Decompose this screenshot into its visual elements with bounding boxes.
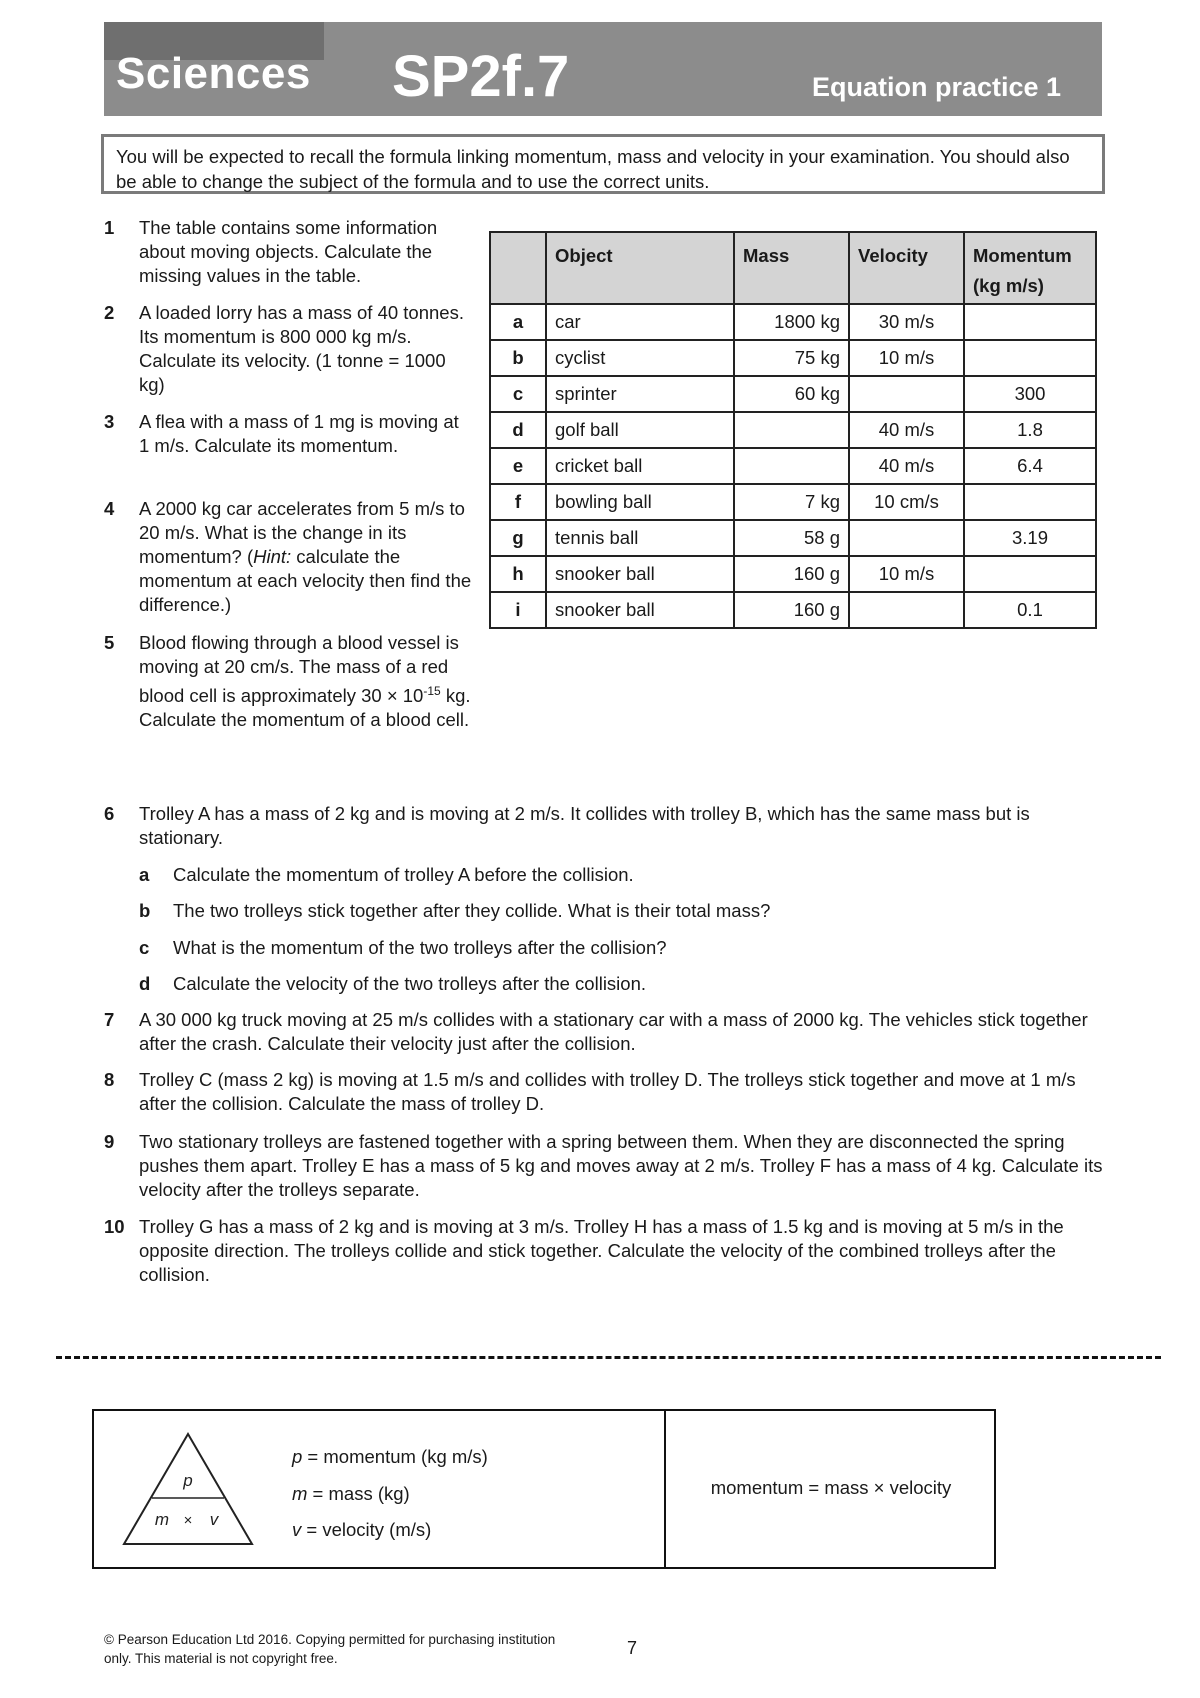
part-letter: a	[139, 864, 150, 885]
table-row	[490, 412, 1096, 448]
part-text: Calculate the momentum of trolley A before the collision.	[173, 864, 634, 885]
question-6b	[139, 899, 1099, 923]
question-9	[104, 1130, 1104, 1202]
formula-key-velocity: v = velocity (m/s)	[292, 1519, 432, 1540]
velocity-cell	[849, 520, 964, 556]
row-label: d	[490, 412, 546, 448]
part-text: The two trolleys stick together after they collide. What is their total mass?	[173, 900, 771, 921]
momentum-table	[489, 231, 1097, 629]
velocity-cell: 40 m/s	[849, 412, 964, 448]
table-row	[490, 448, 1096, 484]
question-text: A 30 000 kg truck moving at 25 m/s collides with a stationary car with a mass of 2000 kg. The vehicles stick together after the crash. Calculate their velocity just after the collision.	[139, 1009, 1088, 1054]
momentum-cell: 1.8	[964, 412, 1096, 448]
question-text: A 2000 kg car accelerates from 5 m/s to 20 m/s. What is the change in its momentum? (Hint: calculate the momentum at each velocity then find the difference.)	[139, 498, 472, 615]
question-text: Trolley G has a mass of 2 kg and is moving at 3 m/s. Trolley H has a mass of 1.5 kg and is moving at 5 m/s in the opposite direction. The trolleys collide and stick together. Calculate the velocity of the combined trolleys after the collision.	[139, 1216, 1064, 1285]
row-label: b	[490, 340, 546, 376]
question-5	[104, 631, 474, 775]
table-row	[490, 484, 1096, 520]
question-number: 1	[104, 217, 115, 238]
velocity-cell	[849, 376, 964, 412]
momentum-cell: 300	[964, 376, 1096, 412]
question-7	[104, 1008, 1104, 1056]
formula-key-momentum: p = momentum (kg m/s)	[292, 1446, 488, 1467]
question-number: 6	[104, 803, 115, 824]
table-row	[490, 520, 1096, 556]
object-cell: sprinter	[546, 376, 734, 412]
part-text: Calculate the velocity of the two trolleys after the collision.	[173, 973, 647, 994]
object-cell: cricket ball	[546, 448, 734, 484]
page-number: 7	[627, 1638, 638, 1658]
table-header-object: Object	[546, 232, 734, 304]
mass-cell: 75 kg	[734, 340, 849, 376]
sheet-code: SP2f.7	[392, 44, 570, 109]
momentum-equation: momentum = mass × velocity	[710, 1477, 952, 1498]
mass-cell: 7 kg	[734, 484, 849, 520]
momentum-cell: 0.1	[964, 592, 1096, 628]
momentum-cell	[964, 304, 1096, 340]
question-number: 9	[104, 1131, 115, 1152]
velocity-cell: 10 m/s	[849, 556, 964, 592]
row-label: i	[490, 592, 546, 628]
row-label: g	[490, 520, 546, 556]
row-label: a	[490, 304, 546, 340]
intro-box: You will be expected to recall the formula linking momentum, mass and velocity in your examination. You should also be able to change the subject of the formula and to use the correct units.	[101, 134, 1105, 194]
row-label: h	[490, 556, 546, 592]
mass-cell: 160 g	[734, 592, 849, 628]
object-cell: snooker ball	[546, 556, 734, 592]
question-6a	[139, 863, 1099, 887]
question-number: 7	[104, 1009, 115, 1030]
momentum-cell	[964, 340, 1096, 376]
object-cell: tennis ball	[546, 520, 734, 556]
brand-title: Sciences	[116, 49, 311, 98]
table-header-momentum: Momentum (kg m/s)	[964, 232, 1096, 304]
question-number: 10	[104, 1216, 125, 1237]
object-cell: car	[546, 304, 734, 340]
mass-cell	[734, 412, 849, 448]
triangle-times: ×	[183, 1512, 193, 1529]
question-number: 5	[104, 632, 115, 653]
table-row	[490, 556, 1096, 592]
formula-key-mass: m = mass (kg)	[292, 1483, 410, 1504]
table-header-mass: Mass	[734, 232, 849, 304]
object-cell: golf ball	[546, 412, 734, 448]
question-3	[104, 410, 474, 482]
question-text: The table contains some information about moving objects. Calculate the missing values in the table.	[139, 217, 438, 286]
question-6d	[139, 972, 1099, 996]
question-1	[104, 216, 474, 288]
mass-cell: 58 g	[734, 520, 849, 556]
velocity-cell	[849, 592, 964, 628]
question-6	[104, 802, 1104, 850]
question-number: 2	[104, 302, 115, 323]
velocity-cell: 10 cm/s	[849, 484, 964, 520]
table-row	[490, 340, 1096, 376]
question-text: Trolley C (mass 2 kg) is moving at 1.5 m/s and collides with trolley D. The trolleys stick together and move at 1 m/s after the collision. Calculate the mass of trolley D.	[139, 1069, 1076, 1114]
mass-cell: 160 g	[734, 556, 849, 592]
mass-cell	[734, 448, 849, 484]
table-row	[490, 304, 1096, 340]
question-text: Two stationary trolleys are fastened together with a spring between them. When they are disconnected the spring pushes them apart. Trolley E has a mass of 5 kg and moves away at 2 m/s. Trolley F has a mass of 4 kg. Calculate its velocity after the trolleys separate.	[139, 1131, 1103, 1200]
formula-triangle	[118, 1430, 258, 1550]
part-text: What is the momentum of the two trolleys after the collision?	[173, 937, 667, 958]
mass-cell: 60 kg	[734, 376, 849, 412]
triangle-velocity: v	[209, 1510, 219, 1529]
table-header-velocity: Velocity	[849, 232, 964, 304]
object-cell: bowling ball	[546, 484, 734, 520]
part-letter: b	[139, 900, 151, 921]
momentum-cell: 6.4	[964, 448, 1096, 484]
object-cell: cyclist	[546, 340, 734, 376]
question-text: Blood flowing through a blood vessel is moving at 20 cm/s. The mass of a red blood cell is approximately $30 \times 10^{-15}$ kg. Calculate the momentum of a blood cell.	[139, 632, 471, 731]
velocity-cell: 30 m/s	[849, 304, 964, 340]
question-text: Trolley A has a mass of 2 kg and is moving at 2 m/s. It collides with trolley B, which has the same mass but is stationary.	[139, 803, 1030, 848]
question-8	[104, 1068, 1104, 1116]
triangle-momentum: p	[183, 1471, 193, 1490]
mass-cell: 1800 kg	[734, 304, 849, 340]
velocity-cell: 40 m/s	[849, 448, 964, 484]
question-number: 8	[104, 1069, 115, 1090]
question-2	[104, 301, 474, 397]
hint-label: Hint:	[253, 546, 292, 567]
table-header-row	[490, 232, 1096, 304]
part-letter: c	[139, 937, 150, 958]
question-6c	[139, 936, 1099, 960]
table-row	[490, 592, 1096, 628]
cut-line	[56, 1356, 1161, 1359]
row-label: f	[490, 484, 546, 520]
row-label: c	[490, 376, 546, 412]
velocity-cell: 10 m/s	[849, 340, 964, 376]
momentum-cell	[964, 484, 1096, 520]
question-text: A flea with a mass of 1 mg is moving at 1 m/s. Calculate its momentum.	[139, 411, 459, 456]
table-header-label	[490, 232, 546, 304]
row-label: e	[490, 448, 546, 484]
exponent: -15	[423, 684, 441, 698]
table-row	[490, 376, 1096, 412]
question-number: 4	[104, 498, 115, 519]
triangle-mass: m	[154, 1510, 170, 1529]
question-number: 3	[104, 411, 115, 432]
question-text: A loaded lorry has a mass of 40 tonnes. Its momentum is 800 000 kg m/s. Calculate its velocity. (1 tonne = 1000 kg)	[139, 302, 464, 395]
momentum-cell	[964, 556, 1096, 592]
question-4	[104, 497, 474, 617]
question-10	[104, 1215, 1104, 1287]
part-letter: d	[139, 973, 151, 994]
object-cell: snooker ball	[546, 592, 734, 628]
copyright-notice: © Pearson Education Ltd 2016. Copying permitted for purchasing institution only. This material is not copyright free.	[104, 1632, 556, 1666]
momentum-cell: 3.19	[964, 520, 1096, 556]
sheet-subtitle: Equation practice 1	[812, 72, 1062, 102]
